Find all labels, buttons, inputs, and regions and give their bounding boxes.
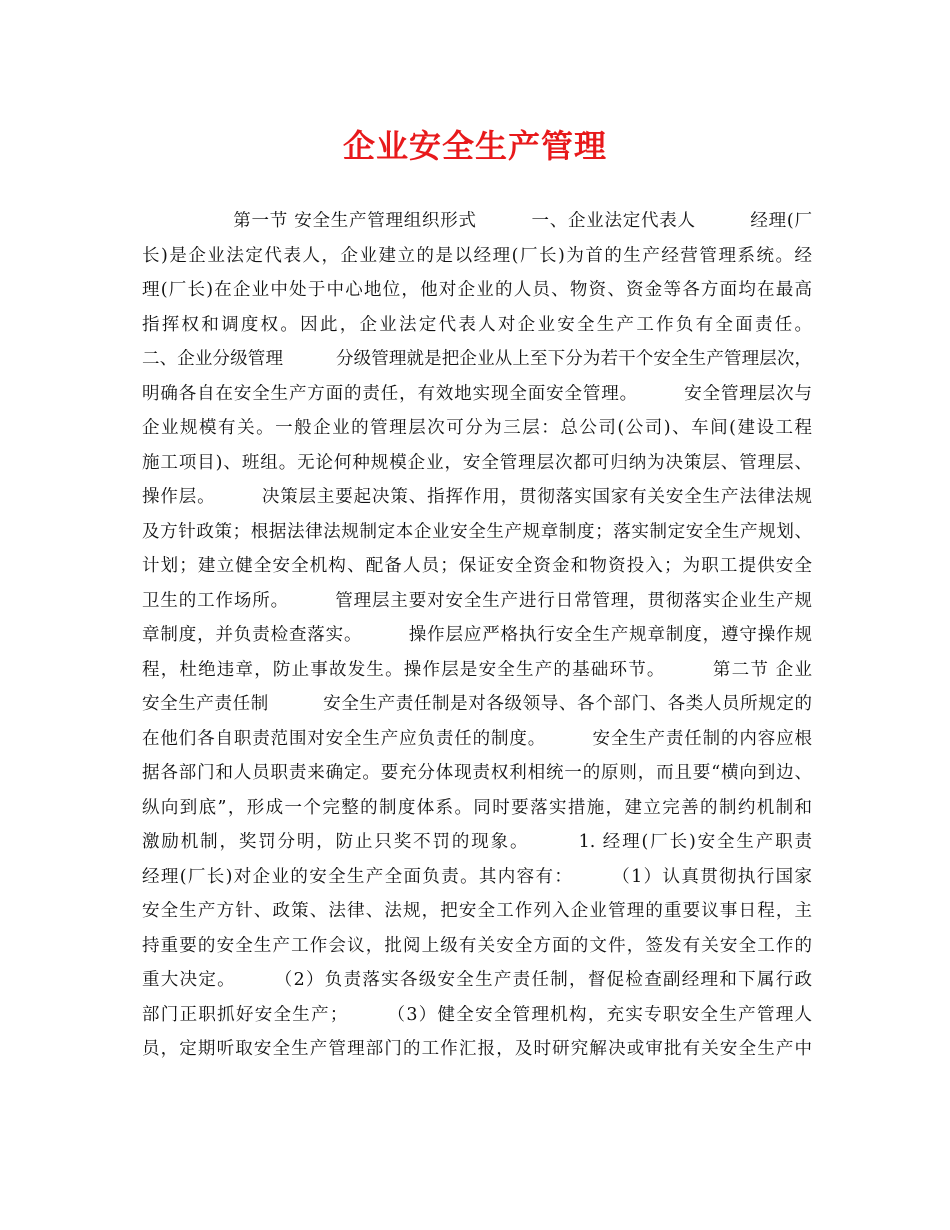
- body-line: 安全生产责任制 安全生产责任制是对各级领导、各个部门、各类人员所规定的: [142, 694, 812, 714]
- body-line: 理(厂长)在企业中处于中心地位，他对企业的人员、物资、资金等各方面均在最高: [142, 280, 812, 300]
- body-line: 重大决定。 （2）负责落实各级安全生产责任制，督促检查副经理和下属行政: [142, 970, 812, 990]
- body-line: 指挥权和调度权。因此，企业法定代表人对企业安全生产工作负有全面责任。: [142, 314, 812, 335]
- body-line: 安全生产方针、政策、法律、法规，把安全工作列入企业管理的重要议事日程，主: [142, 901, 812, 921]
- body-line: 计划；建立健全安全机构、配备人员；保证安全资金和物资投入；为职工提供安全: [142, 556, 812, 576]
- body-line: 施工项目)、班组。无论何种规模企业，安全管理层次都可归纳为决策层、管理层、: [142, 452, 812, 473]
- body-line: 操作层。 决策层主要起决策、指挥作用，贯彻落实国家有关安全生产法律法规: [142, 487, 812, 507]
- document-title: 企业安全生产管理: [342, 127, 607, 165]
- document-body: [142, 204, 812, 1067]
- body-line: 二、企业分级管理 分级管理就是把企业从上至下分为若干个安全生产管理层次，: [142, 349, 812, 369]
- body-line: 明确各自在安全生产方面的责任，有效地实现全面安全管理。 安全管理层次与: [142, 383, 812, 404]
- body-line: 经理(厂长)对企业的安全生产全面负责。其内容有： （1）认真贯彻执行国家: [142, 866, 812, 887]
- body-line: 章制度，并负责检查落实。 操作层应严格执行安全生产规章制度，遵守操作规: [142, 625, 812, 645]
- body-line: 企业规模有关。一般企业的管理层次可分为三层：总公司(公司)、车间(建设工程: [142, 418, 812, 438]
- body-line: 第一节 安全生产管理组织形式 一、企业法定代表人 经理(厂: [142, 211, 812, 231]
- body-line: 部门正职抓好安全生产； （3）健全安全管理机构，充实专职安全生产管理人: [142, 1004, 812, 1025]
- body-line: 纵向到底”，形成一个完整的制度体系。同时要落实措施，建立完善的制约机制和: [142, 797, 812, 818]
- body-line: 长)是企业法定代表人，企业建立的是以经理(厂长)为首的生产经营管理系统。经: [142, 245, 812, 266]
- body-line: 卫生的工作场所。 管理层主要对安全生产进行日常管理，贯彻落实企业生产规: [142, 590, 812, 611]
- body-line: 程，杜绝违章，防止事故发生。操作层是安全生产的基础环节。 第二节 企业: [142, 659, 812, 680]
- body-line: 据各部门和人员职责来确定。要充分体现责权利相统一的原则，而且要“横向到边、: [142, 763, 812, 783]
- body-line: 员，定期听取安全生产管理部门的工作汇报，及时研究解决或审批有关安全生产中: [142, 1039, 812, 1059]
- body-line: 及方针政策；根据法律法规制定本企业安全生产规章制度；落实制定安全生产规划、: [142, 521, 812, 542]
- body-line: 激励机制，奖罚分明，防止只奖不罚的现象。 1. 经理(厂长)安全生产职责: [142, 832, 812, 852]
- body-line: 在他们各自职责范围对安全生产应负责任的制度。 安全生产责任制的内容应根: [142, 728, 812, 749]
- body-line: 持重要的安全生产工作会议，批阅上级有关安全方面的文件，签发有关安全工作的: [142, 935, 812, 956]
